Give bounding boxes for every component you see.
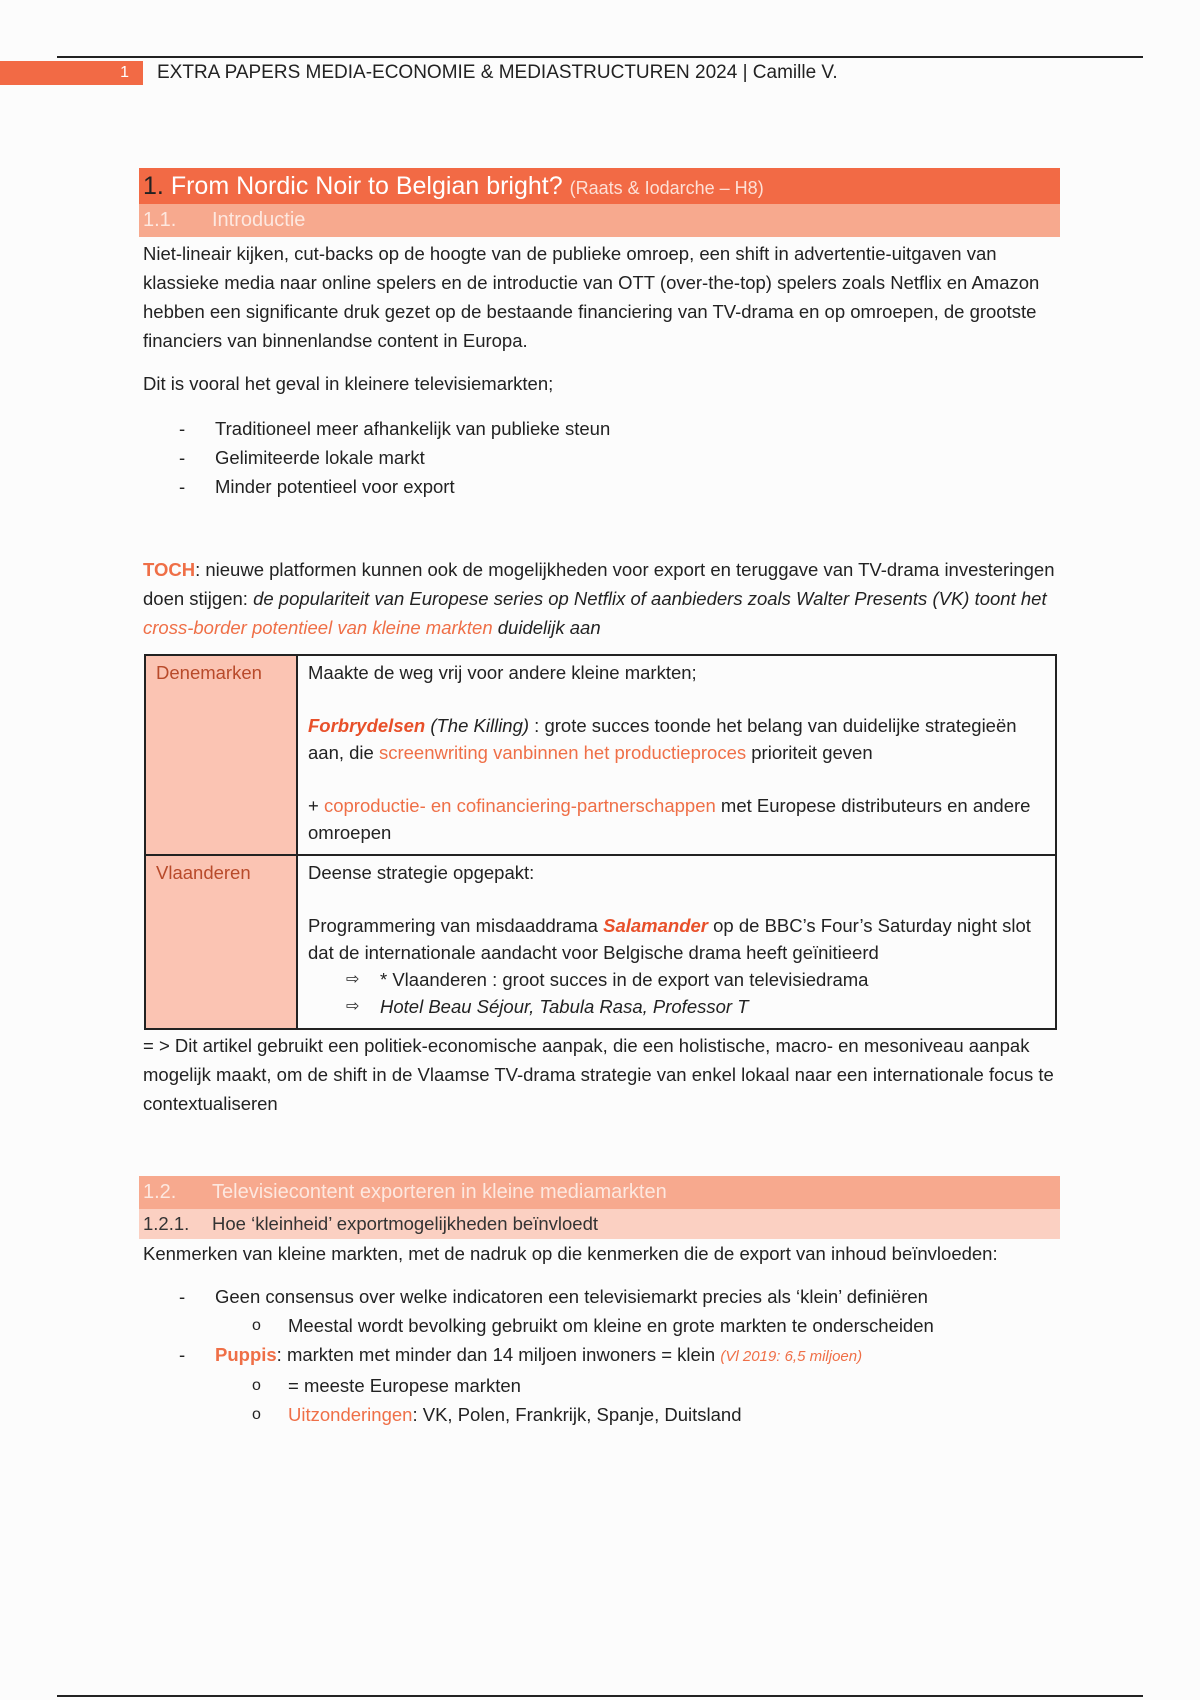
heading-number: 1.2.1. <box>143 1213 190 1234</box>
heading-number: 1.1. <box>143 209 177 231</box>
heading-1-number: 1. <box>143 172 164 200</box>
header-rule <box>57 56 1143 58</box>
highlight-text: coproductie- en cofinanciering-partnerschappen <box>323 795 716 816</box>
list-item <box>139 1282 1060 1340</box>
list-item-text: Geen consensus over welke indicatoren een televisiemarkt precies als ‘klein’ definiëren <box>215 1286 928 1307</box>
list-item-text: : markten met minder dan 14 miljoen inwoners = klein <box>276 1344 721 1365</box>
characteristics-list <box>139 1282 1060 1429</box>
sub-list-item: o = meeste Europese markten <box>139 1371 1060 1400</box>
list-item <box>139 1340 1060 1429</box>
document-body <box>139 168 1060 1429</box>
heading-title: Televisiecontent exporteren in kleine mediamarkten <box>212 1181 667 1203</box>
arrow-text: * Vlaanderen : groot succes in de export van televisiedrama <box>380 969 869 990</box>
table-row <box>145 655 1056 855</box>
series-title: Salamander <box>603 915 708 936</box>
arrow-icon: ⇨ <box>346 998 360 1015</box>
toch-italic: de populariteit van Europese series op Netflix of aanbieders zoals Walter Presents (VK) toont het <box>253 588 1047 609</box>
series-title: Forbrydelsen <box>308 715 426 736</box>
cell-text-part: : grote succes toonde het belang van duidelijke strategieën aan, die <box>308 715 1017 763</box>
heading-1-2 <box>139 1176 1060 1209</box>
cell-text: Deense strategie opgepakt: <box>308 862 535 883</box>
highlight-text: screenwriting vanbinnen het productieproces <box>378 742 747 763</box>
row-label-vlaanderen: Vlaanderen <box>145 855 297 1029</box>
page-number: 1 <box>0 61 143 85</box>
heading-title: Hoe ‘kleinheid’ exportmogelijkheden beïnvloedt <box>212 1213 599 1234</box>
heading-1-2-1 <box>139 1209 1060 1239</box>
toch-end: duidelijk aan <box>492 617 601 638</box>
cell-text-part: op de BBC’s Four’s Saturday night slot dat de internationale aandacht voor Belgische drama heeft geïnitieerd <box>308 915 1031 963</box>
row-content-vlaanderen <box>297 855 1056 1029</box>
arrow-icon: ⇨ <box>346 971 360 988</box>
running-header: EXTRA PAPERS MEDIA-ECONOMIE & MEDIASTRUCTUREN 2024 | Camille V. <box>157 62 838 83</box>
exceptions-label: Uitzonderingen <box>288 1404 413 1425</box>
table-row <box>145 855 1056 1029</box>
heading-1-title: From Nordic Noir to Belgian bright? <box>170 172 563 200</box>
heading-1-1 <box>139 204 1060 237</box>
characteristics-intro: Kenmerken van kleine markten, met de nadruk op die kenmerken die de export van inhoud beïnvloeden: <box>143 1243 998 1264</box>
note-text: (Vl 2019: 6,5 miljoen) <box>720 1348 863 1365</box>
conclusion-paragraph: = > Dit artikel gebruikt een politiek-economische aanpak, die een holistische, macro- en mesoniveau aanpak mogelijk maakt, om de shift in de Vlaamse TV-drama strategie van enkel lokaal naar een internationale focus te contextualiseren <box>143 1035 1054 1114</box>
cell-text <box>308 912 1045 966</box>
cell-text-part: Programmering van misdaaddrama <box>308 915 604 936</box>
cell-text-part: prioriteit geven <box>746 742 873 763</box>
list-item: - Minder potentieel voor export <box>139 472 1060 501</box>
intro-paragraph: Niet-lineair kijken, cut-backs op de hoogte van de publieke omroep, een shift in advertentie-uitgaven van klassieke media naar online spelers en de introductie van OTT (over-the-top) spelers zoals Netflix en Amazon hebben een significante druk gezet op de bestaande financiering van TV-drama en op omroepen, de grootste financiers van binnenlandse content in Europa. <box>143 243 1040 351</box>
heading-1-source: (Raats & Iodarche – H8) <box>569 178 764 198</box>
list-item: - Traditioneel meer afhankelijk van publieke steun <box>139 414 1060 443</box>
toch-highlight: cross-border potentieel van kleine markten <box>143 617 493 638</box>
sub-list <box>215 1311 1060 1340</box>
small-markets-paragraph: Dit is vooral het geval in kleinere televisiemarkten; <box>143 373 554 394</box>
arrow-text: Hotel Beau Séjour, Tabula Rasa, Professor T <box>380 996 749 1017</box>
sub-list <box>215 1371 1060 1429</box>
plus-sign: + <box>308 795 324 816</box>
cell-text-part: met Europese distributeurs en andere omroepen <box>308 795 1031 843</box>
toch-paragraph <box>143 555 1060 642</box>
comparison-table <box>144 654 1057 1030</box>
author-label: Puppis <box>215 1344 277 1365</box>
cell-text: Maakte de weg vrij voor andere kleine markten; <box>308 662 697 683</box>
exceptions-text: : VK, Polen, Frankrijk, Spanje, Duitsland <box>412 1404 742 1425</box>
cell-text <box>308 712 1045 766</box>
heading-title: Introductie <box>212 209 306 231</box>
sub-list-item <box>139 1400 1060 1429</box>
toch-text: : nieuwe platformen kunnen ook de mogelijkheden voor export en teruggave van TV-drama investeringen doen stijgen: <box>143 559 1055 609</box>
series-title-en: (The Killing) <box>425 715 530 736</box>
arrow-item <box>308 966 1045 993</box>
sub-list-item: o Meestal wordt bevolking gebruikt om kleine en grote markten te onderscheiden <box>139 1311 1060 1340</box>
small-markets-list <box>139 414 1060 501</box>
footer-rule <box>57 1695 1143 1697</box>
row-content-denemarken <box>297 655 1056 855</box>
cell-text <box>308 792 1045 846</box>
heading-number: 1.2. <box>143 1181 177 1203</box>
toch-label: TOCH <box>143 559 196 580</box>
arrow-item <box>308 993 1045 1020</box>
list-item: - Gelimiteerde lokale markt <box>139 443 1060 472</box>
heading-1 <box>139 168 1060 204</box>
row-label-denemarken: Denemarken <box>145 655 297 855</box>
